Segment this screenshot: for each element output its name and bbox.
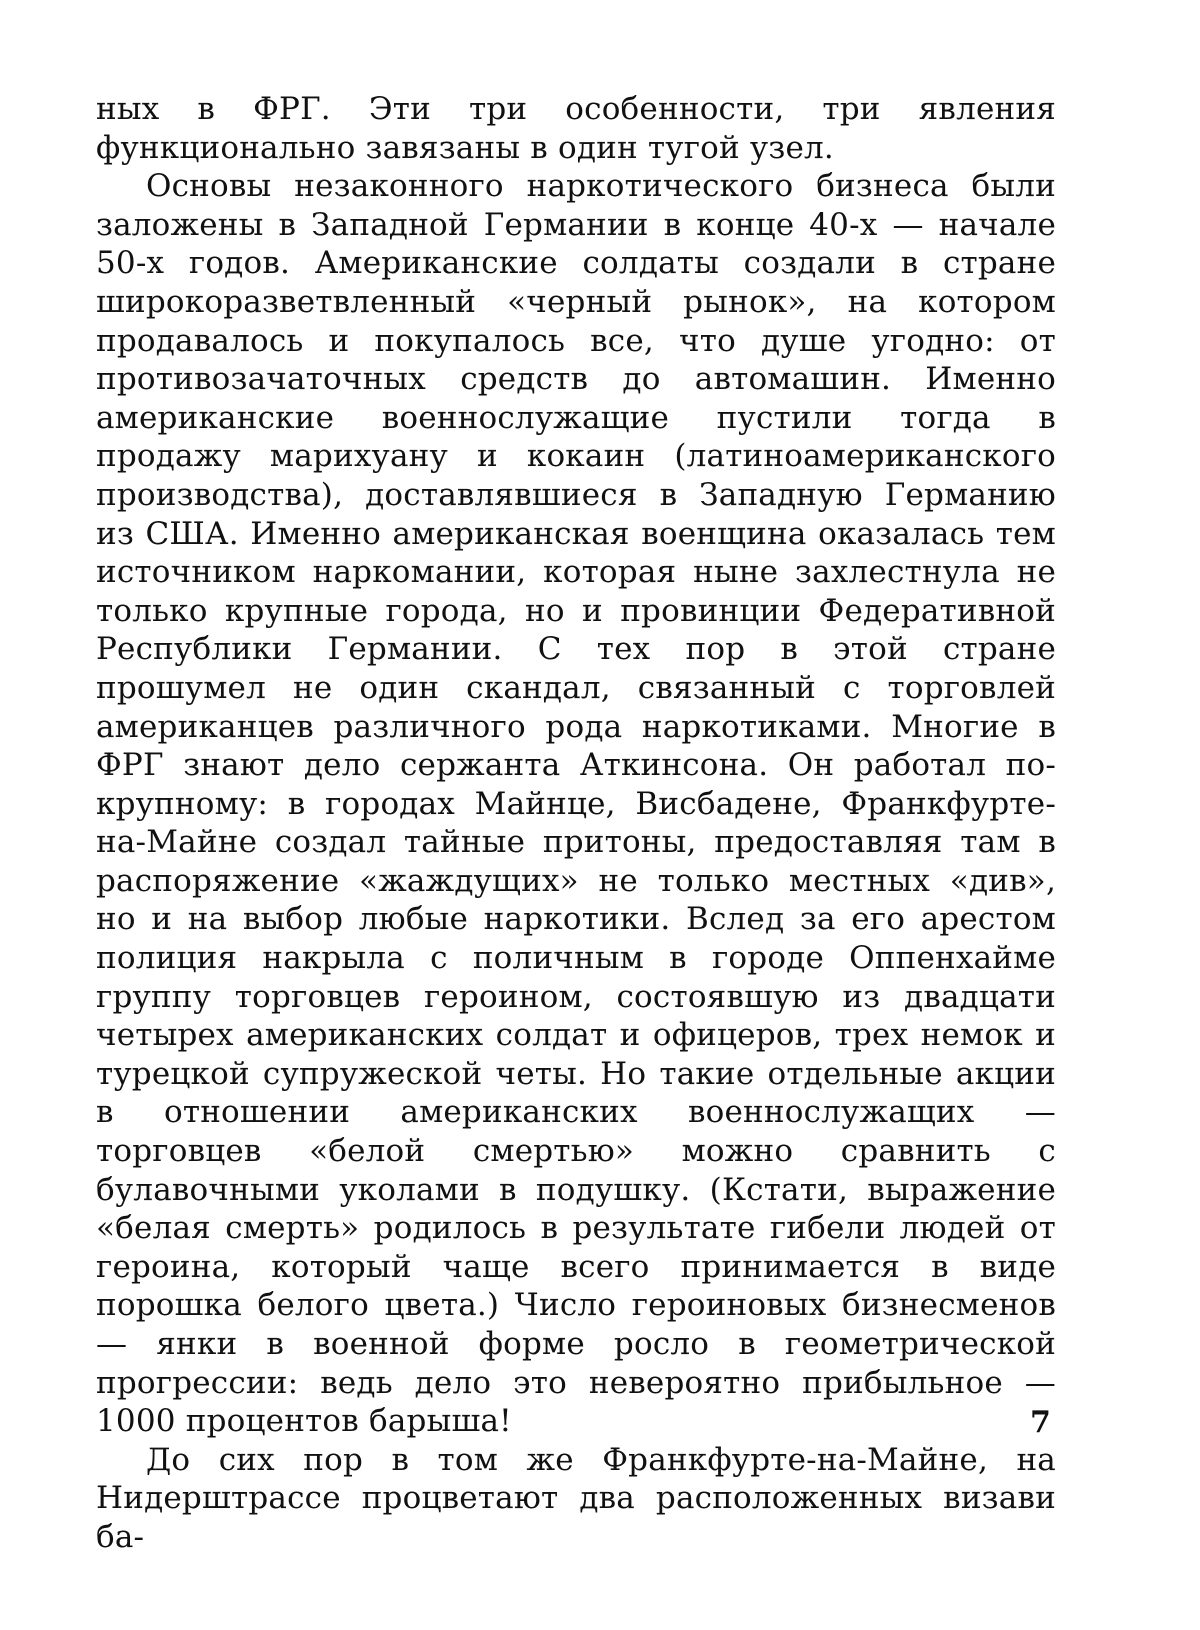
body-text <box>96 90 1056 1557</box>
paragraph-frankfurt: До сих пор в том же Франкфурте-на-Майне, на Нидерштрассе процветают два расположенных визави ба- <box>96 1441 1056 1555</box>
page-number: 7 <box>1030 1405 1051 1440</box>
paragraph-continuation: ных в ФРГ. Эти три особенности, три явления функционально завязаны в один тугой узел. <box>96 91 1056 166</box>
paragraph-drug-business: Основы незаконного наркотического бизнеса были заложены в Западной Германии в конце 40-х — начале 50-х годов. Американские солдаты создали в стране широкоразветвленный «черный рынок», на котором продавалось и покупалось все, что душе угодно: от противозачаточных средств до автомашин. Именно американские военнослужащие пустили тогда в продажу марихуану и кокаин (латиноамериканского производства), доставлявшиеся в Западную Германию из США. Именно американская военщина оказалась тем источником наркомании, которая ныне захлестнула не только крупные города, но и провинции Федеративной Республики Германии. С тех пор в этой стране прошумел не один скандал, связанный с торговлей американцев различного рода наркотиками. Многие в ФРГ знают дело сержанта Аткинсона. Он работал по-крупному: в городах Майнце, Висбадене, Франкфурте-на-Майне создал тайные притоны, предоставляя там в распоряжение «жаждущих» не только местных «див», но и на выбор любые наркотики. Вслед за его арестом полиция накрыла с поличным в городе Оппенхайме группу торговцев героином, состоявшую из двадцати четырех американских солдат и офицеров, трех немок и турецкой супружеской четы. Но такие отдельные акции в отношении американских военнослужащих — торговцев «белой смертью» можно сравнить с булавочными уколами в подушку. (Кстати, выражение «белая смерть» родилось в результате гибели людей от героина, который чаще всего принимается в виде порошка белого цвета.) Число героиновых бизнесменов — янки в военной форме росло в геометрической прогрессии: ведь дело это невероятно прибыльное — 1000 процентов барыша! <box>96 168 1056 1440</box>
